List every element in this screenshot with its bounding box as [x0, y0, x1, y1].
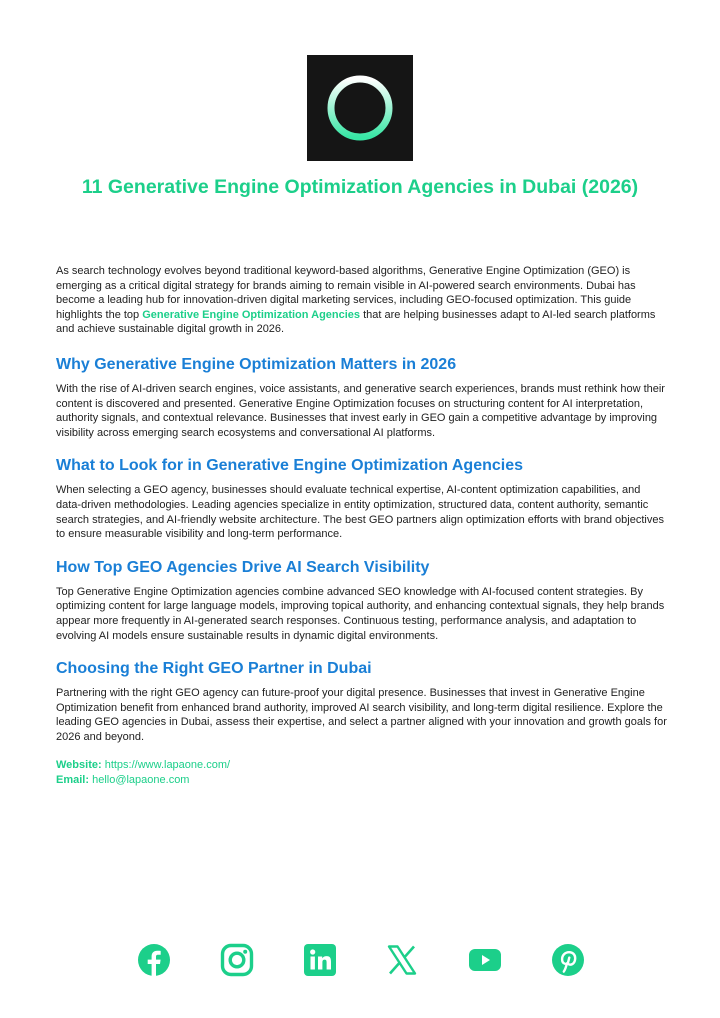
website-line	[56, 758, 668, 773]
youtube-icon	[468, 943, 502, 977]
section-heading-why-geo: Why Generative Engine Optimization Matters in 2026	[56, 355, 457, 373]
website-link[interactable]: https://www.lapaone.com/	[104, 759, 231, 772]
linkedin-link[interactable]	[302, 942, 338, 978]
linkedin-icon	[303, 943, 337, 977]
instagram-icon	[220, 943, 254, 977]
email-label: Email:	[56, 774, 90, 787]
facebook-icon	[137, 943, 171, 977]
section-body-choosing-partner: Partnering with the right GEO agency can future-proof your digital presence. Businesses that invest in Generative Engine Optimization benefit from enhanced brand authority, improved AI search visibility, and long-term digital resilience. Explore the leading GEO agencies in Dubai, assess their expertise, and select a partner aligned with your innovation and growth goals for 2026 and beyond.	[56, 687, 667, 743]
instagram-link[interactable]	[219, 942, 255, 978]
section-body-how-agencies-drive: Top Generative Engine Optimization agencies combine advanced SEO knowledge with AI-focused content strategies. By optimizing content for large language models, improving topical authority, and enhancing contextual signals, they help brands appear more frequently in AI-generated search responses. Continuous testing, performance analysis, and adaptation to evolving AI models ensure sustainable results in dynamic digital environments.	[56, 585, 665, 642]
ring-logo-icon	[325, 73, 395, 143]
page-title: 11 Generative Engine Optimization Agencies in Dubai (2026)	[81, 176, 639, 198]
section-heading-choosing-partner: Choosing the Right GEO Partner in Dubai	[56, 660, 372, 678]
section-heading-how-agencies-drive: How Top GEO Agencies Drive AI Search Visibility	[56, 558, 430, 576]
intro-paragraph	[56, 264, 668, 337]
social-links	[136, 942, 586, 978]
email-line	[56, 773, 668, 788]
section-body-what-to-look-for: When selecting a GEO agency, businesses should evaluate technical expertise, AI-content optimization capabilities, and data-driven methodologies. Leading agencies specialize in entity optimization, structured data, content authority, semantic search strategies, and AI-friendly website architecture. The best GEO partners align optimization efforts with brand objectives to ensure measurable visibility and long-term performance.	[56, 484, 664, 541]
intro-text-before: As search technology evolves beyond traditional keyword-based algorithms, Generative Engine Optimization (GEO) is emerging as a critical digital strategy for brands aiming to remain visible in AI-powered search environments. Dubai has become a leading hub for innovation-driven digital marketing services, including GEO-focused optimization. This guide highlights the top	[56, 265, 636, 321]
intro-text-after: that are helping businesses adapt to AI-led search platforms and achieve sustainable digital growth in 2026.	[56, 308, 656, 336]
youtube-link[interactable]	[467, 942, 503, 978]
pinterest-link[interactable]	[550, 942, 586, 978]
facebook-link[interactable]	[136, 942, 172, 978]
x-icon	[385, 943, 419, 977]
brand-logo	[307, 55, 413, 161]
x-link[interactable]	[384, 942, 420, 978]
website-label: Website:	[56, 759, 102, 772]
section-heading-what-to-look-for: What to Look for in Generative Engine Optimization Agencies	[56, 457, 524, 475]
intro-highlight-link[interactable]: Generative Engine Optimization Agencies	[142, 308, 361, 321]
section-body-why-geo: With the rise of AI-driven search engines, voice assistants, and generative search experiences, brands must rethink how their content is discovered and presented. Generative Engine Optimization focuses on structuring content for AI interpretation, authority signals, and contextual relevance. Businesses that invest early in GEO gain a competitive advantage by improving visibility across emerging search ecosystems and conversational AI platforms.	[56, 382, 665, 439]
document-body	[56, 264, 668, 788]
email-link[interactable]: hello@lapaone.com	[92, 774, 190, 787]
pinterest-icon	[551, 943, 585, 977]
